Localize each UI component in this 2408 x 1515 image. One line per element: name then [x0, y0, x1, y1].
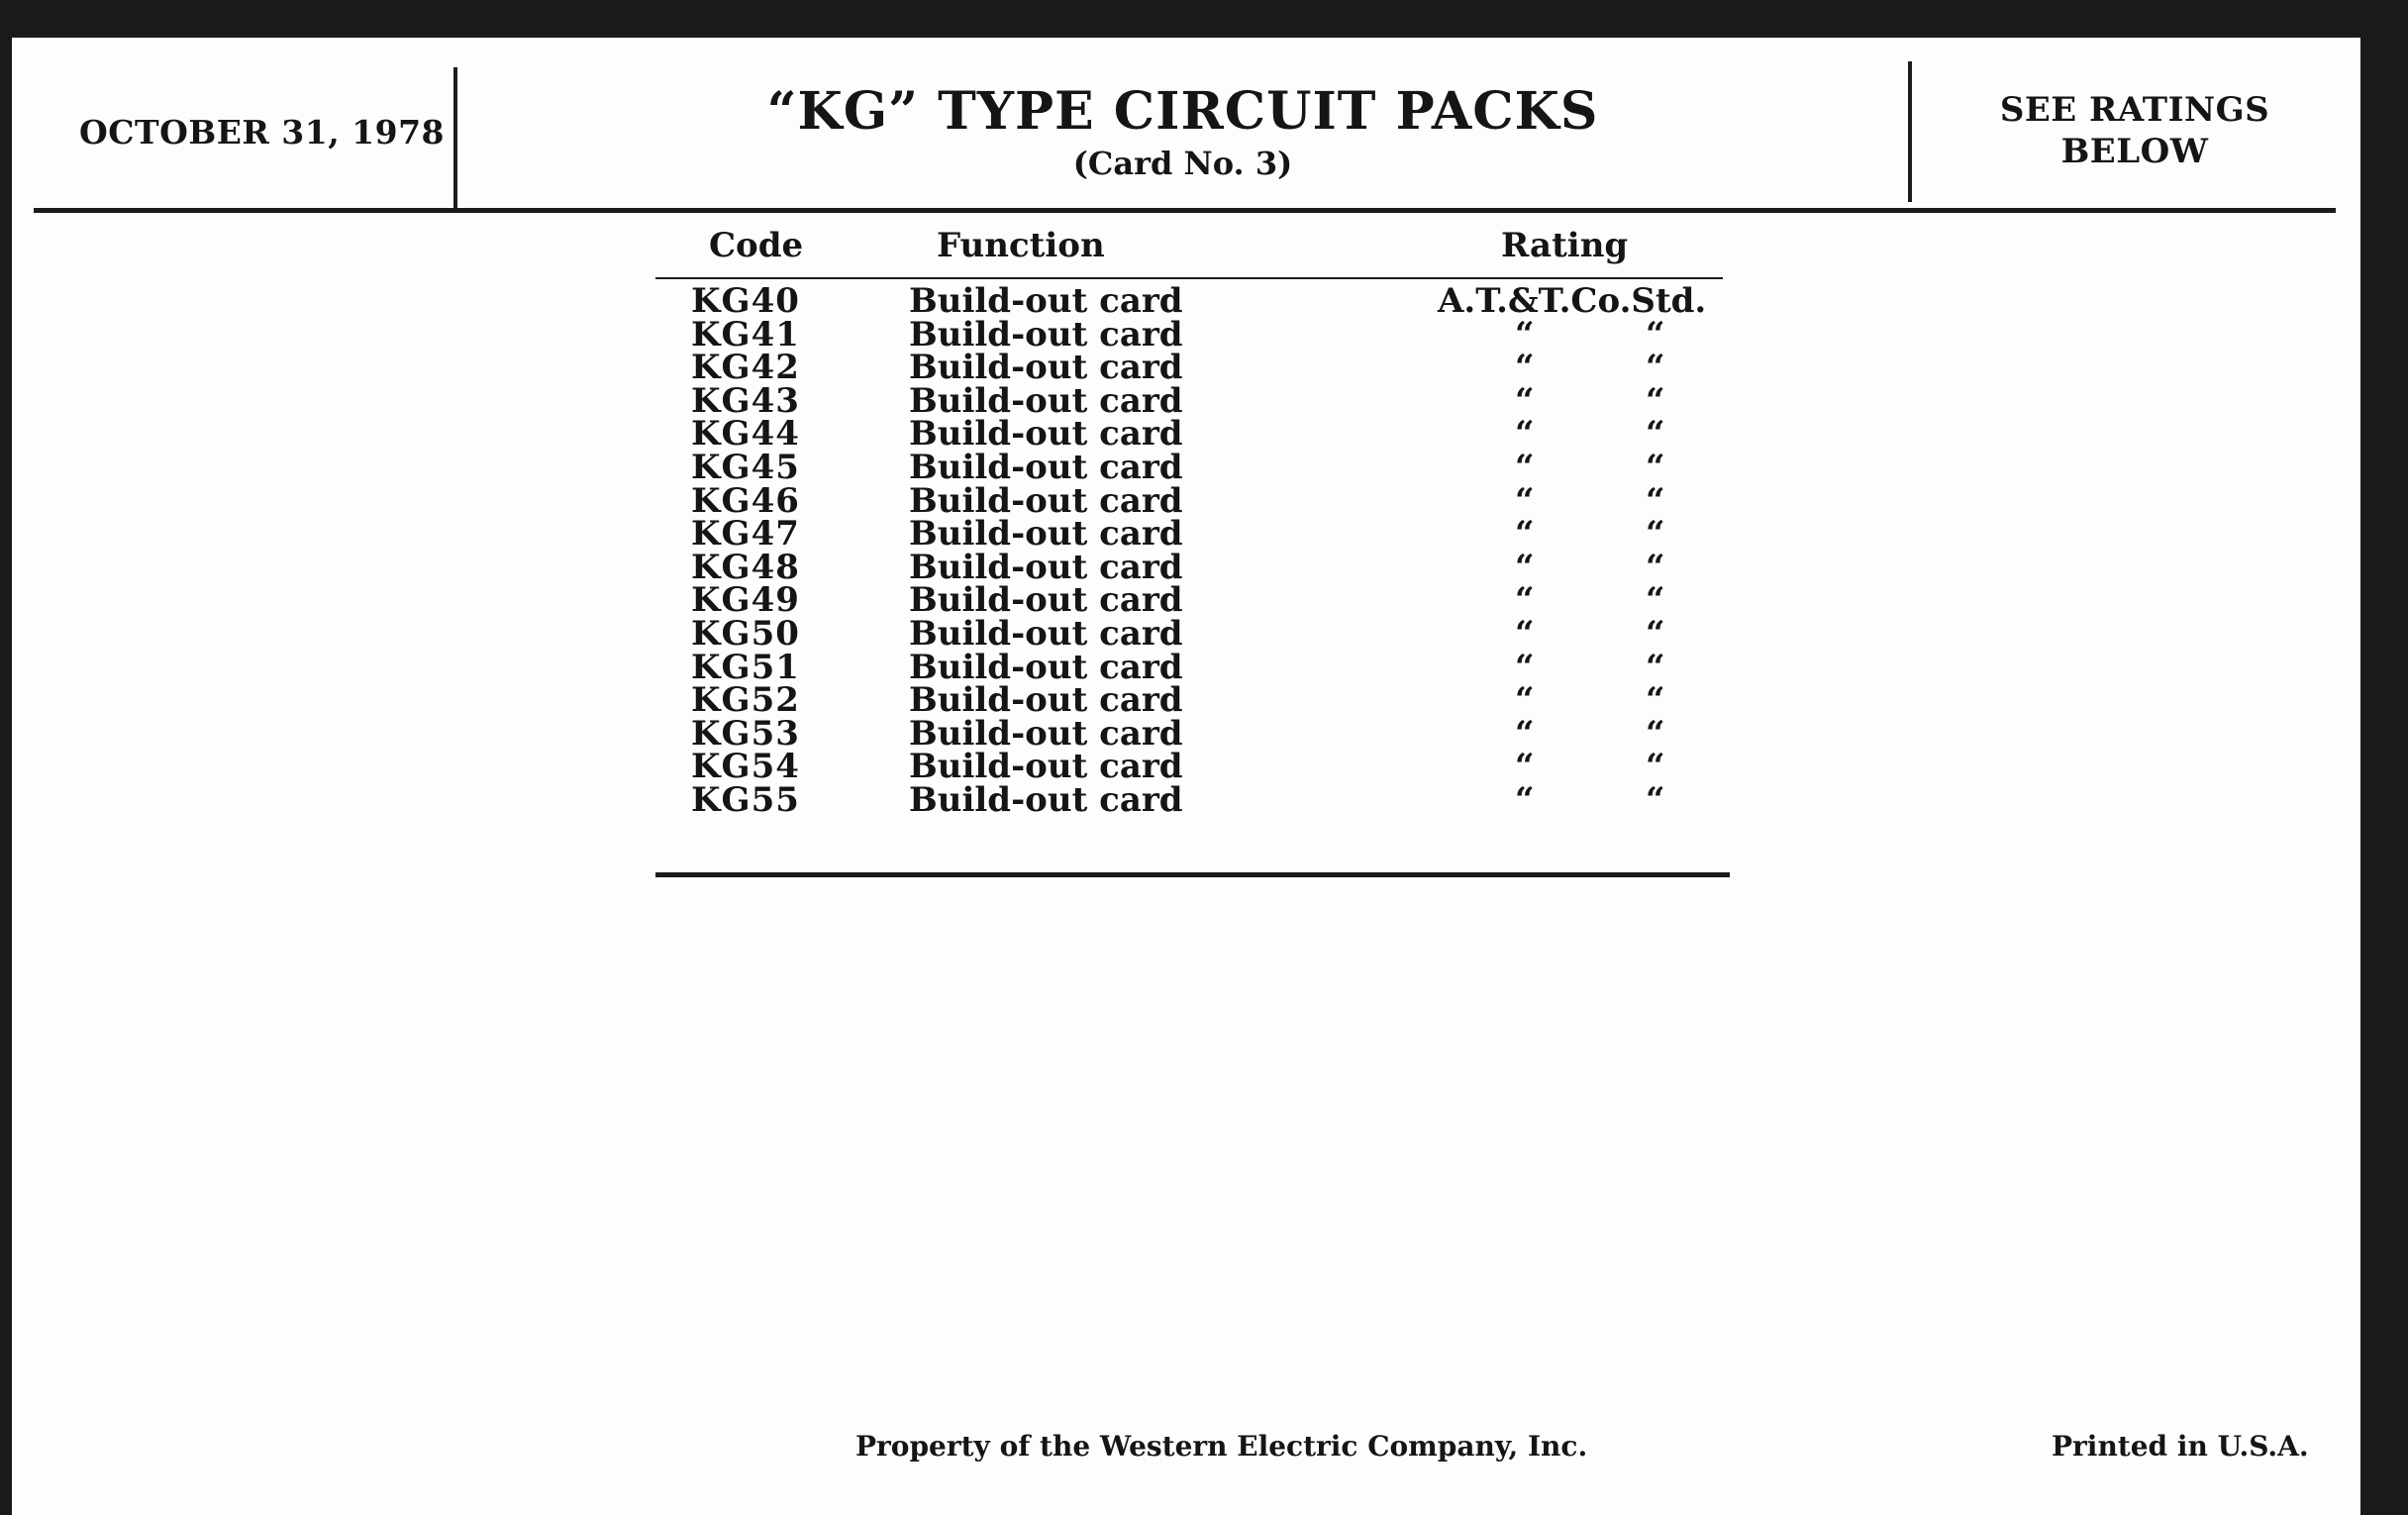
cell-function: Build-out card	[909, 281, 1183, 321]
ditto-mark: “	[1646, 680, 1665, 721]
column-header-rating: Rating	[1501, 226, 1629, 265]
ditto-mark: “	[1646, 514, 1665, 555]
ditto-mark: “	[1646, 613, 1665, 654]
cell-function: Build-out card	[909, 514, 1183, 555]
ditto-mark: “	[1646, 314, 1665, 354]
cell-function: Build-out card	[909, 547, 1183, 587]
table-row	[655, 779, 1730, 820]
ditto-mark: “	[1515, 314, 1535, 354]
header-divider-right	[1908, 61, 1912, 202]
cell-code: KG43	[691, 380, 800, 421]
card-title: “KG” TYPE CIRCUIT PACKS	[766, 81, 1599, 142]
ditto-mark: “	[1515, 713, 1535, 754]
header-rule	[34, 208, 2336, 213]
ditto-mark: “	[1515, 380, 1535, 421]
column-header-code: Code	[709, 226, 804, 265]
table-bottom-rule	[655, 872, 1730, 877]
cell-code: KG41	[691, 314, 800, 354]
cell-function: Build-out card	[909, 747, 1183, 787]
ditto-mark: “	[1515, 348, 1535, 388]
table-row	[655, 713, 1730, 754]
ditto-mark: “	[1515, 647, 1535, 687]
table-row	[655, 314, 1730, 354]
cell-code: KG54	[691, 747, 800, 787]
ratings-note-line2: BELOW	[2060, 132, 2209, 171]
ditto-mark: “	[1646, 480, 1665, 521]
cell-code: KG52	[691, 680, 800, 721]
cell-rating: A.T.&T.Co.Std.	[1438, 281, 1707, 321]
cell-function: Build-out card	[909, 348, 1183, 388]
cell-function: Build-out card	[909, 580, 1183, 621]
cell-code: KG51	[691, 647, 800, 687]
cell-function: Build-out card	[909, 447, 1183, 487]
column-header-function: Function	[937, 226, 1105, 265]
cell-code: KG50	[691, 613, 800, 654]
ditto-mark: “	[1515, 414, 1535, 454]
cell-code: KG53	[691, 713, 800, 754]
ditto-mark: “	[1646, 447, 1665, 487]
table-row	[655, 514, 1730, 555]
cell-code: KG42	[691, 348, 800, 388]
table-body	[655, 281, 1730, 820]
cell-code: KG49	[691, 580, 800, 621]
table-row	[655, 480, 1730, 521]
table-row	[655, 613, 1730, 654]
ditto-mark: “	[1515, 747, 1535, 787]
footer-property: Property of the Western Electric Company, Inc.	[855, 1430, 1588, 1463]
table-row	[655, 380, 1730, 421]
ditto-mark: “	[1646, 380, 1665, 421]
cell-code: KG40	[691, 281, 800, 321]
table-row	[655, 547, 1730, 587]
cell-function: Build-out card	[909, 480, 1183, 521]
ditto-mark: “	[1515, 613, 1535, 654]
table-row	[655, 414, 1730, 454]
ditto-mark: “	[1515, 779, 1535, 820]
table-row	[655, 348, 1730, 388]
cell-function: Build-out card	[909, 380, 1183, 421]
cell-function: Build-out card	[909, 613, 1183, 654]
footer-printed: Printed in U.S.A.	[2052, 1430, 2309, 1463]
ratings-note-line1: SEE RATINGS	[1999, 90, 2270, 130]
table-row	[655, 647, 1730, 687]
ditto-mark: “	[1515, 580, 1535, 621]
ditto-mark: “	[1646, 647, 1665, 687]
table-row	[655, 447, 1730, 487]
cell-code: KG44	[691, 414, 800, 454]
cell-code: KG47	[691, 514, 800, 555]
index-card	[12, 38, 2360, 1515]
table-row	[655, 680, 1730, 721]
ditto-mark: “	[1646, 580, 1665, 621]
cell-code: KG55	[691, 779, 800, 820]
cell-code: KG46	[691, 480, 800, 521]
cell-function: Build-out card	[909, 414, 1183, 454]
ditto-mark: “	[1646, 779, 1665, 820]
table-row	[655, 747, 1730, 787]
ditto-mark: “	[1515, 480, 1535, 521]
ditto-mark: “	[1515, 547, 1535, 587]
cell-function: Build-out card	[909, 314, 1183, 354]
ditto-mark: “	[1646, 747, 1665, 787]
ditto-mark: “	[1515, 680, 1535, 721]
card-date: OCTOBER 31, 1978	[79, 113, 446, 152]
table-row	[655, 580, 1730, 621]
ratings-note	[1913, 89, 2357, 172]
cell-function: Build-out card	[909, 713, 1183, 754]
scan-border	[2360, 0, 2408, 1515]
cell-function: Build-out card	[909, 779, 1183, 820]
ditto-mark: “	[1646, 348, 1665, 388]
ditto-mark: “	[1646, 414, 1665, 454]
ditto-mark: “	[1646, 547, 1665, 587]
table-row	[655, 281, 1730, 321]
table-header-rule	[655, 277, 1723, 279]
card-subtitle: (Card No. 3)	[1072, 145, 1293, 182]
ditto-mark: “	[1515, 447, 1535, 487]
cell-code: KG48	[691, 547, 800, 587]
cell-code: KG45	[691, 447, 800, 487]
ditto-mark: “	[1515, 514, 1535, 555]
cell-function: Build-out card	[909, 680, 1183, 721]
ditto-mark: “	[1646, 713, 1665, 754]
cell-function: Build-out card	[909, 647, 1183, 687]
